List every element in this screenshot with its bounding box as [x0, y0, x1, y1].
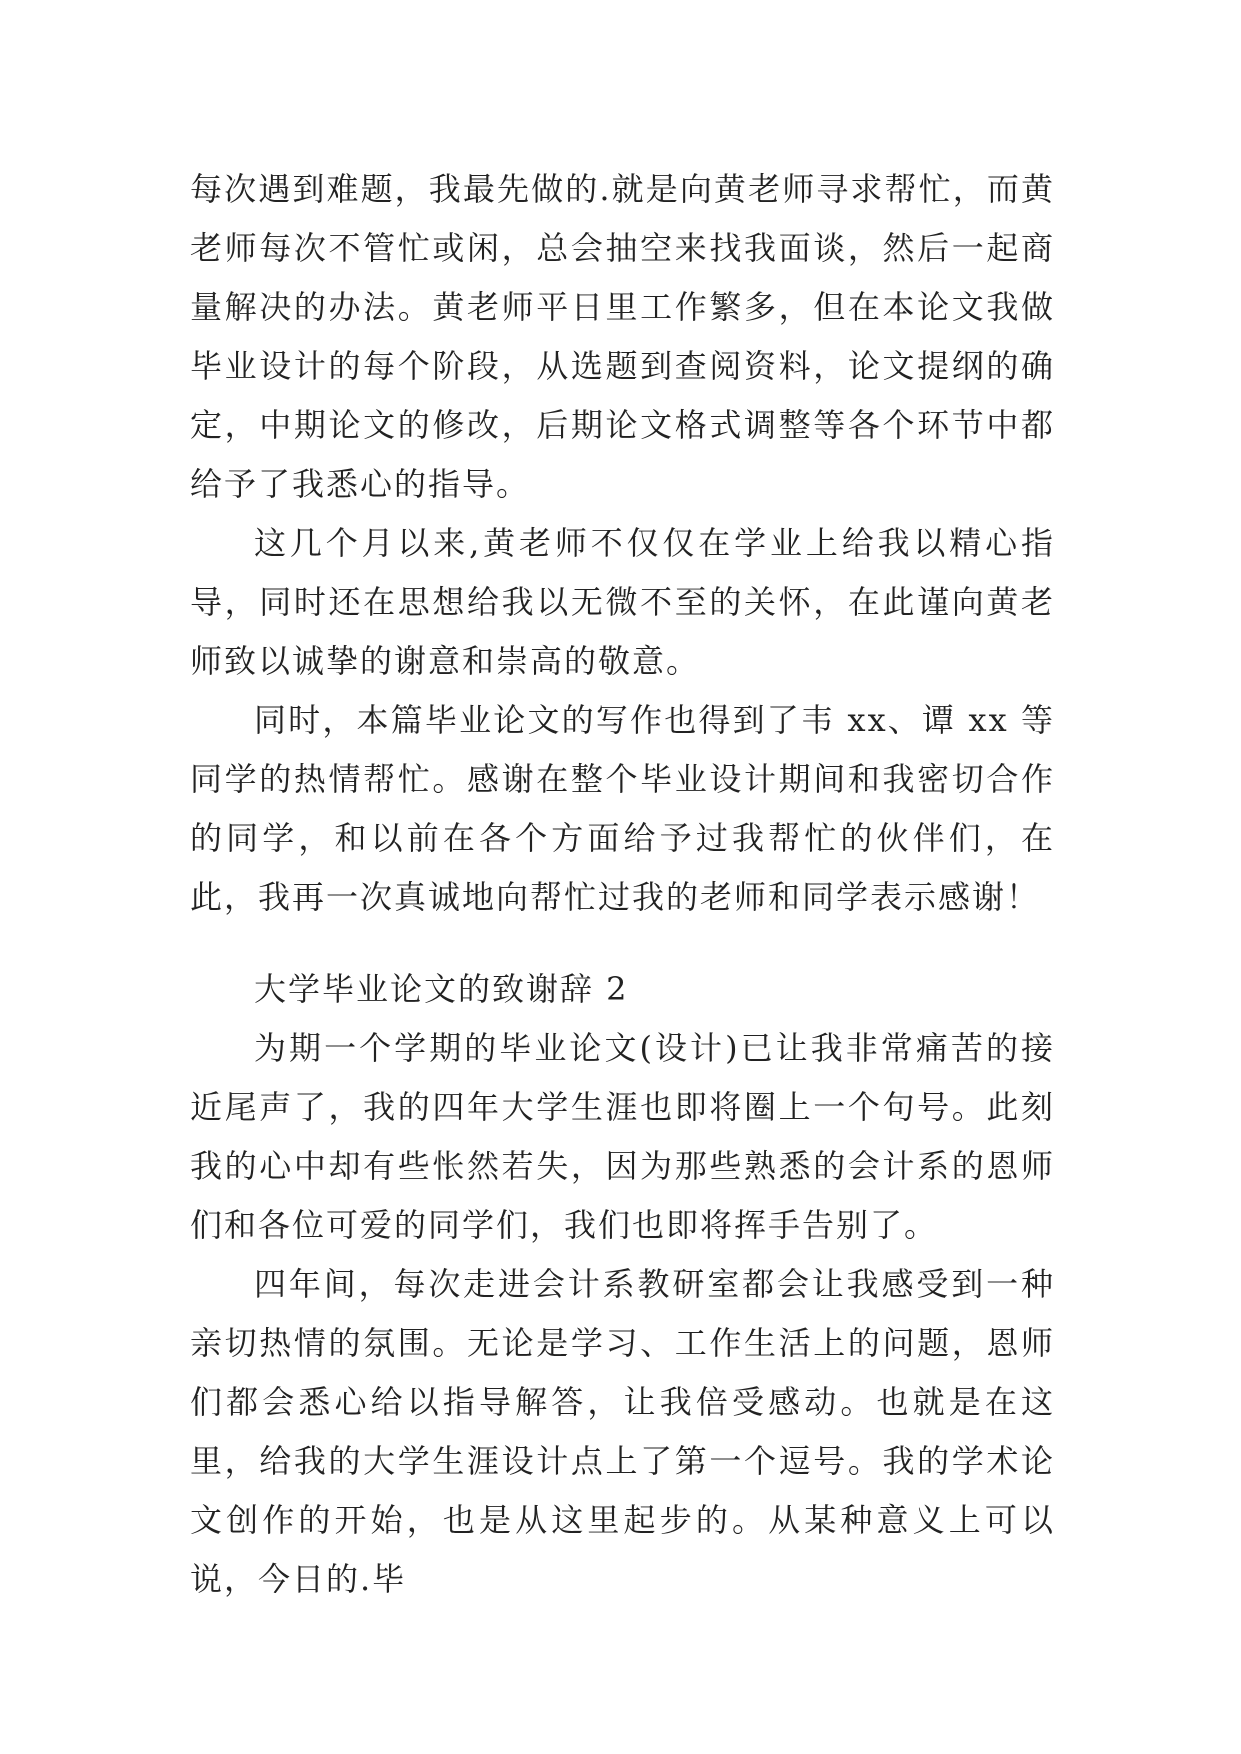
- section-2: [190, 960, 1055, 1609]
- section-heading: 大学毕业论文的致谢辞 2: [254, 970, 629, 1008]
- paragraph: 为期一个学期的毕业论文(设计)已让我非常痛苦的接近尾声了，我的四年大学生涯也即将圈上一个句号。此刻我的心中却有些怅然若失，因为那些熟悉的会计系的恩师们和各位可爱的同学们，我们也即将挥手告别了。: [190, 1029, 1055, 1244]
- paragraph: 这几个月以来,黄老师不仅仅在学业上给我以精心指导，同时还在思想给我以无微不至的关怀，在此谨向黄老师致以诚挚的谢意和崇高的敬意。: [190, 524, 1055, 680]
- paragraph: 同时，本篇毕业论文的写作也得到了韦 xx、谭 xx 等同学的热情帮忙。感谢在整个毕业设计期间和我密切合作的同学，和以前在各个方面给予过我帮忙的伙伴们，在此，我再一次真诚地向帮忙过我的老师和同学表示感谢！: [190, 701, 1055, 916]
- paragraph: 四年间，每次走进会计系教研室都会让我感受到一种亲切热情的氛围。无论是学习、工作生活上的问题，恩师们都会悉心给以指导解答，让我倍受感动。也就是在这里，给我的大学生涯设计点上了第一个逗号。我的学术论文创作的开始，也是从这里起步的。从某种意义上可以说，今日的.毕: [190, 1265, 1055, 1598]
- section-1: [190, 160, 1055, 927]
- paragraph-continued: 每次遇到难题，我最先做的.就是向黄老师寻求帮忙，而黄老师每次不管忙或闲，总会抽空来找我面谈，然后一起商量解决的办法。黄老师平日里工作繁多，但在本论文我做毕业设计的每个阶段，从选题到查阅资料，论文提纲的确定，中期论文的修改，后期论文格式调整等各个环节中都给予了我悉心的指导。: [190, 170, 1055, 503]
